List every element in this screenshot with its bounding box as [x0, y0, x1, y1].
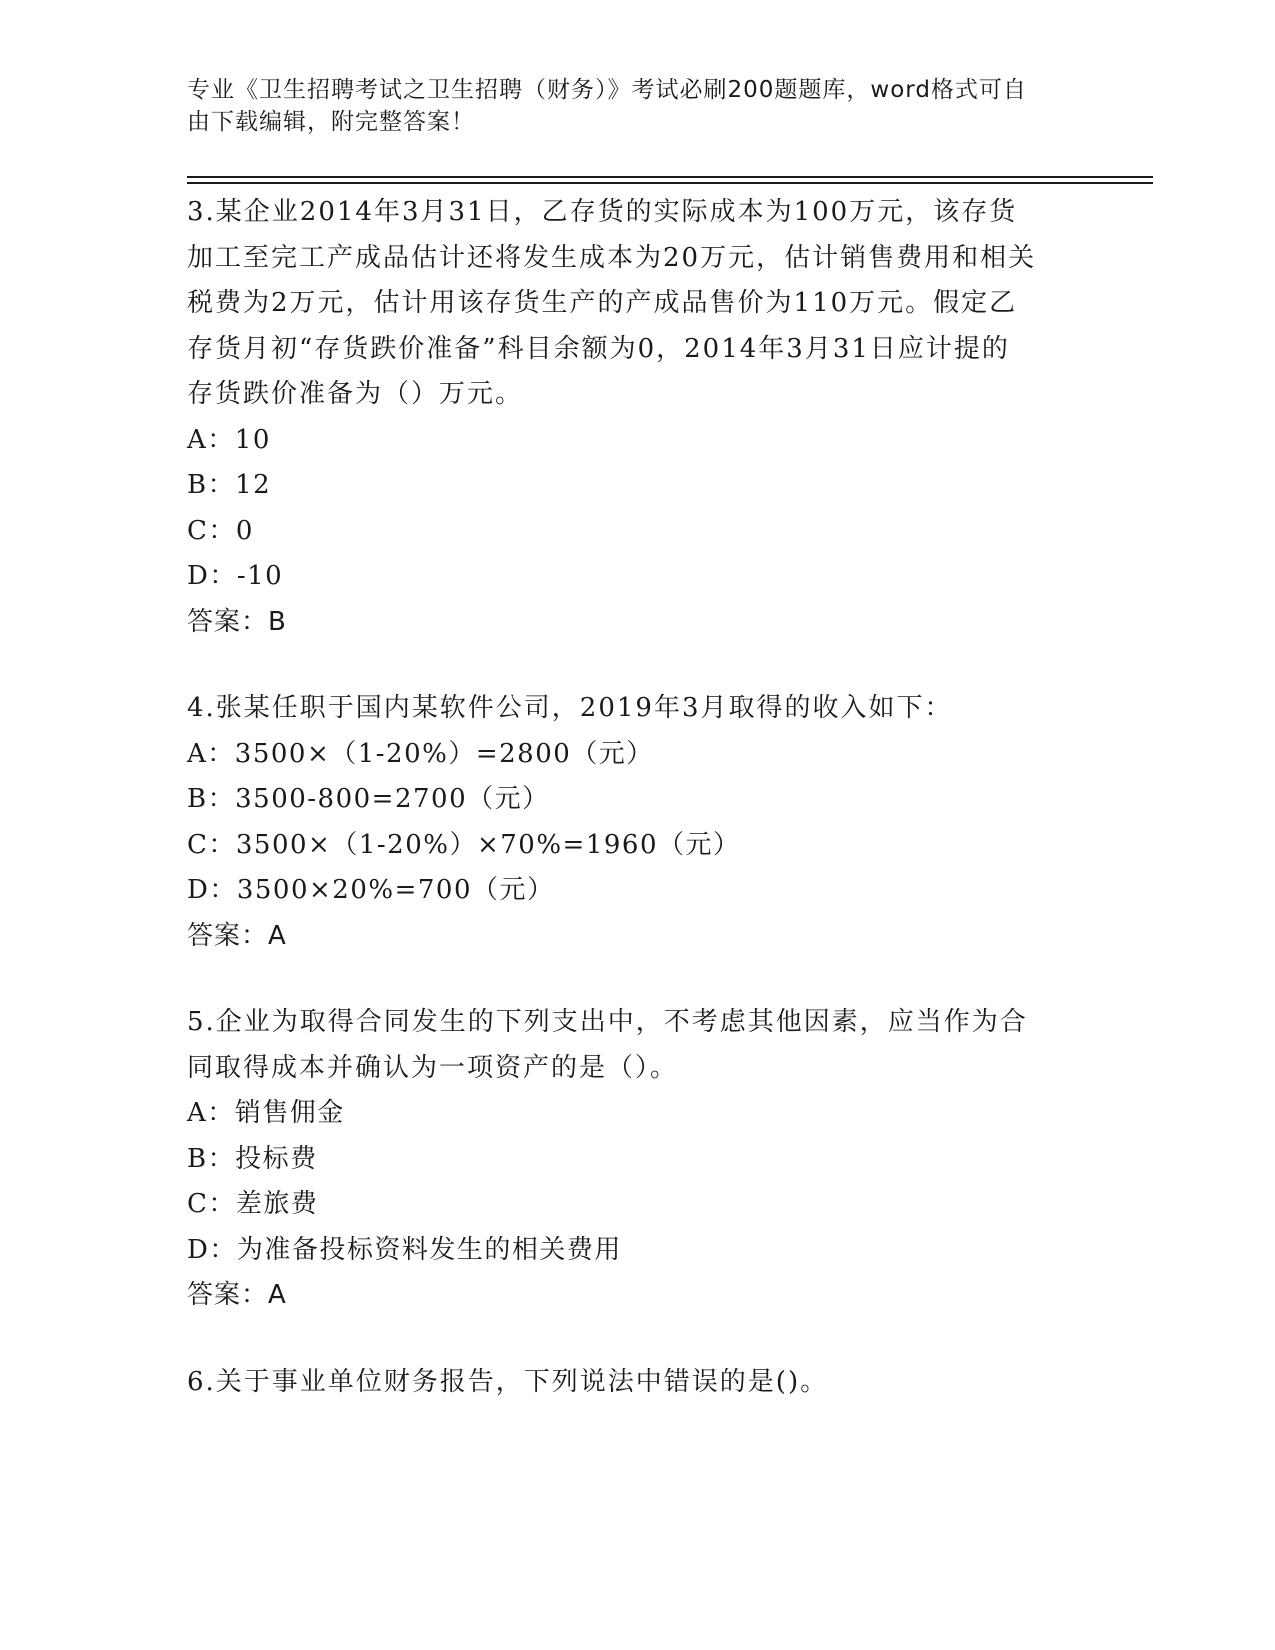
- option-a: A：10: [187, 424, 271, 455]
- question-text-line: 存货月初“存货跌价准备”科目余额为0，2014年3月31日应计提的: [187, 333, 1010, 364]
- header-line-2: 由下载编辑，附完整答案！: [187, 109, 475, 135]
- option-d: D：-10: [187, 561, 284, 591]
- question-text-line: 同取得成本并确认为一项资产的是（）。: [187, 1052, 679, 1083]
- question-4: [187, 686, 1087, 959]
- question-text-line: 存货跌价准备为（）万元。: [187, 379, 524, 409]
- answer: 答案：A: [187, 1280, 287, 1310]
- question-3: [187, 190, 1087, 645]
- option-a: A：销售佣金: [187, 1098, 345, 1128]
- option-b: B：投标费: [187, 1143, 318, 1174]
- option-c: C：3500×（1-20%）×70%=1960（元）: [187, 829, 741, 860]
- header-divider-top: [187, 176, 1153, 178]
- question-text-line: 5.企业为取得合同发生的下列支出中，不考虑其他因素，应当作为合: [187, 1007, 1028, 1037]
- header-divider-bottom: [187, 182, 1153, 184]
- option-d: D：为准备投标资料发生的相关费用: [187, 1234, 622, 1265]
- question-6: [187, 1360, 1087, 1406]
- question-text-line: 6.关于事业单位财务报告，下列说法中错误的是()。: [187, 1366, 829, 1397]
- question-text-line: 税费为2万元，估计用该存货生产的产成品售价为110万元。假定乙: [187, 288, 1018, 318]
- question-text-line: 4.张某任职于国内某软件公司，2019年3月取得的收入如下：: [187, 693, 953, 723]
- question-text-line: 加工至完工产成品估计还将发生成本为20万元，估计销售费用和相关: [187, 242, 1037, 273]
- option-d: D：3500×20%=700（元）: [187, 875, 555, 905]
- option-c: C：0: [187, 515, 254, 546]
- answer: 答案：B: [187, 606, 287, 637]
- option-b: B：12: [187, 470, 272, 500]
- option-a: A：3500×（1-20%）=2800（元）: [187, 738, 654, 769]
- document-header: [187, 74, 1067, 138]
- question-text-line: 3.某企业2014年3月31日，乙存货的实际成本为100万元，该存货: [187, 197, 1018, 227]
- question-list: [187, 190, 1087, 1429]
- question-5: [187, 1000, 1087, 1319]
- answer: 答案：A: [187, 920, 287, 951]
- option-b: B：3500-800=2700（元）: [187, 784, 550, 814]
- header-line-1: 专业《卫生招聘考试之卫生招聘（财务）》考试必刷200题题库，word格式可自: [187, 77, 1027, 103]
- option-c: C：差旅费: [187, 1189, 319, 1219]
